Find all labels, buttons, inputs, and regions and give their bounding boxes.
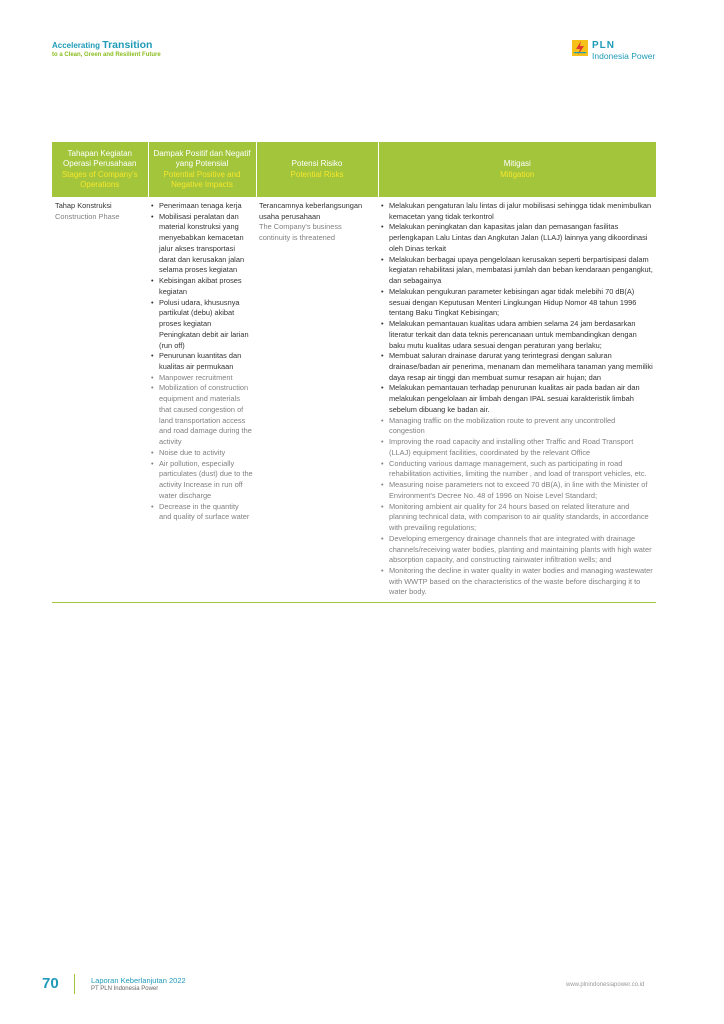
- risk-cell: [256, 197, 378, 603]
- list-item: • Air pollution, especially particulates (dust) due to the activity Increase in run off water discharge: [151, 459, 253, 502]
- list-item: • Measuring noise parameters not to exceed 70 dB(A), in line with the Minister of Environment's Decree No. 48 of 1996 on Noise Level Standard;: [381, 480, 653, 501]
- stage-id: Tahap Konstruksi: [55, 201, 112, 210]
- list-item: • Penerimaan tenaga kerja: [151, 201, 253, 212]
- header-impacts-en: Potential Positive and Negative Impacts: [163, 169, 241, 189]
- list-item: • Developing emergency drainage channels that are integrated with drainage channels/receiving water bodies, planting and maintaining plants with high water absorption capacity, and constructing rainwater infiltration wells; and: [381, 534, 653, 566]
- header-mitigation: [378, 142, 656, 197]
- list-item: • Membuat saluran drainase darurat yang terintegrasi dengan saluran drainase/badan air penerima, menanam dan memelihara tanaman yang memiliki daya resap air tinggi dan membuat sumur resapan air hujan; dan: [381, 351, 653, 383]
- list-item: • Kebisingan akibat proses kegiatan: [151, 276, 253, 297]
- tagline-word: Transition: [102, 39, 153, 51]
- impacts-list: [151, 201, 253, 523]
- header-risks-id: Potensi Risiko: [291, 159, 343, 169]
- logo-text-pln: PLN: [592, 40, 615, 51]
- header-mitigation-en: Mitigation: [500, 169, 535, 179]
- risk-mitigation-table: [52, 142, 656, 603]
- tagline-prefix: Accelerating: [52, 41, 101, 50]
- report-title: Laporan Keberlanjutan 2022: [91, 976, 186, 985]
- list-item: • Mobilisasi peralatan dan material konstruksi yang menyebabkan kemacetan jalur akses transportasi darat dan kerusakan jalan selama proses kegiatan: [151, 212, 253, 276]
- table-header-row: [52, 142, 656, 197]
- report-tagline: [52, 40, 161, 58]
- list-item: • Noise due to activity: [151, 448, 253, 459]
- header-impacts: [148, 142, 256, 197]
- header-impacts-id: Dampak Positif dan Negatif yang Potensial: [153, 148, 251, 169]
- list-item: • Manpower recruitment: [151, 373, 253, 384]
- list-item: • Melakukan pengaturan lalu lintas di jalur mobilisasi sehingga tidak menimbulkan kemacetan yang tidak terkontrol: [381, 201, 653, 222]
- list-item: • Melakukan pengukuran parameter kebisingan agar tidak melebihi 70 dB(A) sesuai dengan Keputusan Menteri Lingkungan Hidup Nomor 48 tahun 1996 tentang Baku Tingkat Kebisingan;: [381, 287, 653, 319]
- list-item: • Polusi udara, khususnya partikulat (debu) akibat proses kegiatan Peningkatan debit air larian (run off): [151, 298, 253, 352]
- footer-divider: [74, 974, 75, 994]
- company-name: PT PLN Indonesia Power: [91, 986, 159, 992]
- lightning-logo-icon: [572, 40, 588, 56]
- logo-text-indonesia-power: Indonesia Power: [592, 51, 656, 61]
- list-item: • Melakukan pemantauan kualitas udara ambien selama 24 jam berdasarkan literatur terkait dan data teknis perencanaan untuk membandingkan dengan baku mutu kualitas udara sesuai dengan peraturan yang berlaku;: [381, 319, 653, 351]
- list-item: • Melakukan berbagai upaya pengelolaan kerusakan seperti berpartisipasi dalam kegiatan rehabilitasi jalan, membatasi jumlah dan beban kendaraan pengangkut, dan sebagainya: [381, 255, 653, 287]
- header-risks: [256, 142, 378, 197]
- header-mitigation-id: Mitigasi: [503, 159, 531, 169]
- risk-id: Terancamnya keberlangsungan usaha perusahaan: [259, 201, 363, 221]
- stage-cell: [52, 197, 148, 603]
- risk-en: The Company's business continuity is threatened: [259, 222, 342, 243]
- website-link[interactable]: www.plnindonesiapower.co.id: [566, 982, 645, 988]
- header-stages-en: Stages of Company's Operations: [61, 169, 138, 189]
- table-row: [52, 197, 656, 603]
- list-item: • Melakukan peningkatan dan kapasitas jalan dan pemasangan fasilitas perlengkapan Lalu Lintas dan Angkutan Jalan (LLAJ) lainnya yang dikoordinasi oleh Dinas terkait: [381, 222, 653, 254]
- mitigation-list: [381, 201, 653, 598]
- list-item: • Improving the road capacity and installing other Traffic and Road Transport (LLAJ) equipment facilities, coordinated by the relevant Office: [381, 437, 653, 458]
- header-risks-en: Potential Risks: [290, 169, 344, 179]
- list-item: • Managing traffic on the mobilization route to prevent any uncontrolled congestion: [381, 416, 653, 437]
- header-stages-id: Tahapan Kegiatan Operasi Perusahaan: [63, 148, 137, 169]
- header-stages: [52, 142, 148, 197]
- list-item: • Monitoring ambient air quality for 24 hours based on related literature and planning technical data, with comparison to air quality standards, in accordance with prevailing regulations;: [381, 502, 653, 534]
- impacts-cell: [148, 197, 256, 603]
- list-item: • Conducting various damage management, such as participating in road rehabilitation activities, limiting the number , and load of transport vehicles, etc.: [381, 459, 653, 480]
- list-item: • Penurunan kuantitas dan kualitas air permukaan: [151, 351, 253, 372]
- list-item: • Decrease in the quantity and quality of surface water: [151, 502, 253, 523]
- list-item: • Mobilization of construction equipment and materials that caused congestion of land transportation access and road damage during the activity: [151, 383, 253, 447]
- list-item: • Melakukan pemantauan terhadap penurunan kualitas air pada badan air dan melakukan pengelolaan air limbah dengan IPAL sesuai karakteristik limbah sebelum dibuang ke badan air.: [381, 383, 653, 415]
- page-number: 70: [42, 975, 59, 992]
- mitigation-cell: [378, 197, 656, 603]
- tagline-subtitle: to a Clean, Green and Resilient Future: [52, 51, 161, 58]
- stage-en: Construction Phase: [55, 211, 120, 221]
- list-item: • Monitoring the decline in water quality in water bodies and managing wastewater with WWTP based on the characteristics of the waste before discharging it to water body.: [381, 566, 653, 598]
